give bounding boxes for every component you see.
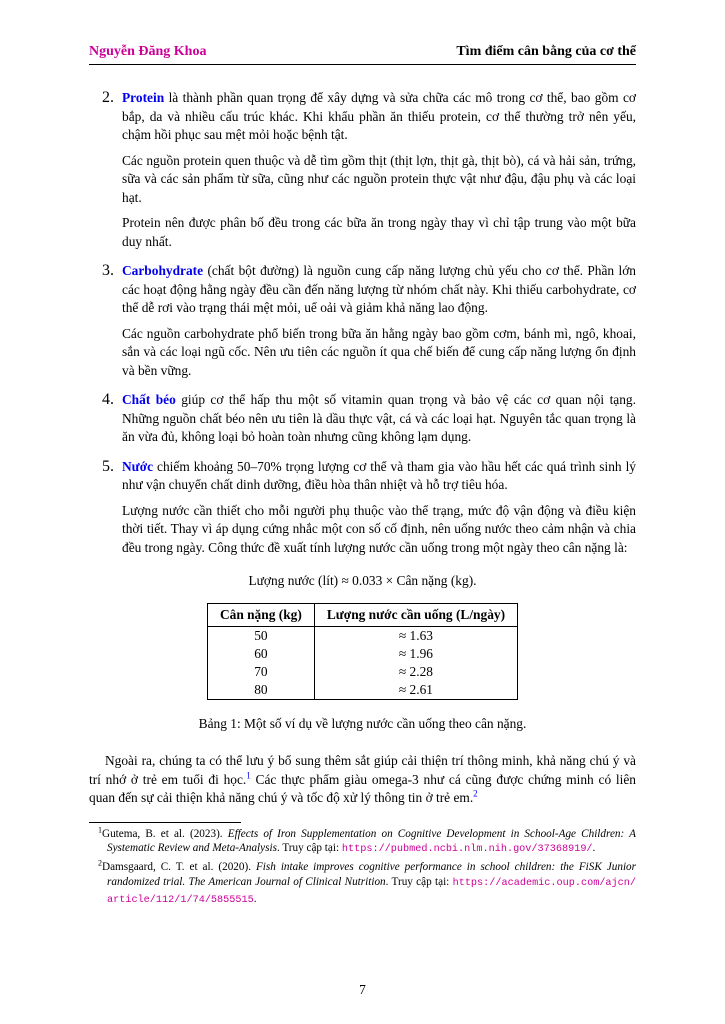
footnote-marker: 2 bbox=[98, 858, 102, 868]
item-number: 3. bbox=[102, 262, 114, 279]
item-body bbox=[122, 262, 636, 380]
table-row bbox=[207, 627, 517, 646]
table-cell-weight: 50 bbox=[207, 627, 314, 646]
footnote-text: . bbox=[253, 892, 257, 905]
footnote-text: Gutema, B. et al. (2023). bbox=[102, 827, 228, 840]
item-lead-paragraph bbox=[122, 262, 636, 318]
item-number: 5. bbox=[102, 457, 114, 475]
table-caption: Bảng 1: Một số ví dụ về lượng nước cần uống theo cân nặng. bbox=[198, 716, 527, 731]
footnote-url-link[interactable]: https://pubmed.ncbi.nlm.nih.gov/37368919/ bbox=[341, 844, 593, 856]
item-lead-text: (chất bột đường) là nguồn cung cấp năng lượng chủ yếu cho cơ thể. Phần lớn các hoạt động hằng ngày đều cần đến năng lượng từ nhóm chất này. Khi thiếu carbohydrate, cơ thể dễ rơi vào trạng thái mệt mỏi, uể oải và giảm khả năng lao động. bbox=[122, 263, 636, 315]
table-header-water: Lượng nước cần uống (L/ngày) bbox=[314, 604, 517, 627]
table-row bbox=[207, 663, 517, 681]
footnote-text: Damsgaard, C. T. et al. (2020). bbox=[102, 861, 256, 874]
footnote-ref-1[interactable]: 1 bbox=[246, 770, 251, 781]
item-body bbox=[122, 458, 636, 558]
table-cell-weight: 70 bbox=[207, 663, 314, 681]
water-intake-table bbox=[207, 603, 518, 700]
item-paragraph: Các nguồn protein quen thuộc và dễ tìm gồm thịt (thịt lợn, thịt gà, thịt bò), cá và hải sản, trứng, sữa và các sản phẩm từ sữa, cũng như các nguồn protein thực vật như đậu, đậu phụ và các loại hạt. bbox=[122, 152, 636, 205]
item-paragraph: Lượng nước cần thiết cho mỗi người phụ thuộc vào thể trạng, mức độ vận động và điều kiện thời tiết. Thay vì áp dụng cứng nhắc một con số cố định, nên uống nước theo cảm nhận và chia đều trong ngày. Công thức đề xuất tính lượng nước cần uống trong một ngày theo cân nặng là: bbox=[122, 502, 636, 555]
footnote-2 bbox=[89, 860, 636, 908]
item-number: 4. bbox=[102, 391, 114, 408]
table-cell-water: ≈ 1.96 bbox=[314, 645, 517, 663]
footnote-title: Effects of Iron Supplementation on Cognitive Development in School-Age Children: A Systematic Review and Meta-Analysis bbox=[107, 827, 636, 855]
table-cell-water: ≈ 2.61 bbox=[314, 681, 517, 700]
item-term: Carbohydrate bbox=[122, 263, 204, 278]
item-body bbox=[122, 391, 636, 447]
table-cell-weight: 80 bbox=[207, 681, 314, 700]
closing-paragraph bbox=[89, 752, 636, 808]
item-paragraph: Các nguồn carbohydrate phổ biến trong bữa ăn hằng ngày bao gồm cơm, bánh mì, ngô, khoai, sắn và các loại ngũ cốc. Nên ưu tiên các nguồn ít qua chế biến để cung cấp năng lượng ổn định và bền vững. bbox=[122, 325, 636, 378]
page-header bbox=[89, 44, 636, 65]
item-lead-paragraph bbox=[122, 458, 636, 495]
closing-text: Ngoài ra, chúng ta có thể lưu ý bổ sung thêm sắt giúp cải thiện trí thông minh, khả năng chú ý và trí nhớ ở trẻ em tuổi đi học. bbox=[89, 753, 636, 787]
footnote-title: Fish intake improves cognitive performance in school children: the FiSK Junior randomized trial. The American Journal of Clinical Nutrition bbox=[107, 861, 636, 888]
list-item-water bbox=[89, 458, 636, 558]
list-item-protein bbox=[89, 89, 636, 251]
item-number: 2. bbox=[102, 89, 114, 106]
author-name: Nguyễn Đăng Khoa bbox=[89, 44, 207, 59]
item-lead-text: giúp cơ thể hấp thu một số vitamin quan trọng và bảo vệ các cơ quan nội tạng. Những nguồn chất béo nên ưu tiên là dầu thực vật, cá và các loại hạt. Nguyên tắc quan trọng là ăn vừa đủ, không loại bỏ hoàn toàn nhưng cũng không lạm dụng. bbox=[122, 392, 636, 444]
item-lead-text: là thành phần quan trọng để xây dựng và sửa chữa các mô trong cơ thể, bao gồm cơ bắp, da và nhiều cấu trúc khác. Khi khẩu phần ăn thiếu protein, cơ thể thường trở nên yếu, chậm hồi phục sau mệt mỏi hoặc bệnh tật. bbox=[122, 90, 636, 142]
table-header-weight: Cân nặng (kg) bbox=[207, 604, 314, 627]
footnote-rule bbox=[89, 822, 241, 823]
item-lead-paragraph bbox=[122, 89, 636, 145]
table-cell-water: ≈ 2.28 bbox=[314, 663, 517, 681]
list-item-fat bbox=[89, 391, 636, 447]
table-row bbox=[207, 681, 517, 700]
nutrient-list bbox=[89, 89, 636, 557]
closing-text: Các thực phẩm giàu omega-3 như cá cũng được chứng minh có liên quan đến sự cải thiện khả năng chú ý và tốc độ xử lý thông tin ở trẻ em. bbox=[89, 771, 636, 805]
footnote-text: . Truy cập tại: bbox=[385, 875, 453, 888]
footnote-text: . Truy cập tại: bbox=[276, 842, 342, 855]
item-term: Protein bbox=[122, 90, 165, 105]
list-item-carbohydrate bbox=[89, 262, 636, 380]
item-lead-text: chiếm khoảng 50–70% trọng lượng cơ thể và tham gia vào hầu hết các quá trình sinh lý như vận chuyển chất dinh dưỡng, điều hòa thân nhiệt và hỗ trợ tiêu hóa. bbox=[122, 458, 636, 492]
footnote-text: . bbox=[592, 842, 596, 855]
item-term: Chất béo bbox=[122, 392, 176, 407]
footnote-url-link[interactable]: https://academic.oup.com/ajcn/article/112/1/74/5855515 bbox=[107, 877, 636, 906]
water-formula: Lượng nước (lít) ≈ 0.033 × Cân nặng (kg). bbox=[248, 573, 477, 588]
item-body bbox=[122, 89, 636, 251]
table-cell-weight: 60 bbox=[207, 645, 314, 663]
table-cell-water: ≈ 1.63 bbox=[314, 627, 517, 646]
item-lead-paragraph bbox=[122, 391, 636, 447]
item-term: Nước bbox=[122, 458, 154, 474]
footnote-marker: 1 bbox=[98, 824, 102, 834]
table-header-row bbox=[207, 604, 517, 627]
table-row bbox=[207, 645, 517, 663]
item-paragraph: Protein nên được phân bố đều trong các bữa ăn trong ngày thay vì chỉ tập trung vào một bữa duy nhất. bbox=[122, 215, 636, 249]
footnote-1 bbox=[89, 824, 636, 859]
footnote-ref-2[interactable]: 2 bbox=[473, 788, 478, 799]
page-number: 7 bbox=[359, 982, 366, 997]
document-title: Tìm điểm cân bằng của cơ thể bbox=[456, 44, 636, 59]
